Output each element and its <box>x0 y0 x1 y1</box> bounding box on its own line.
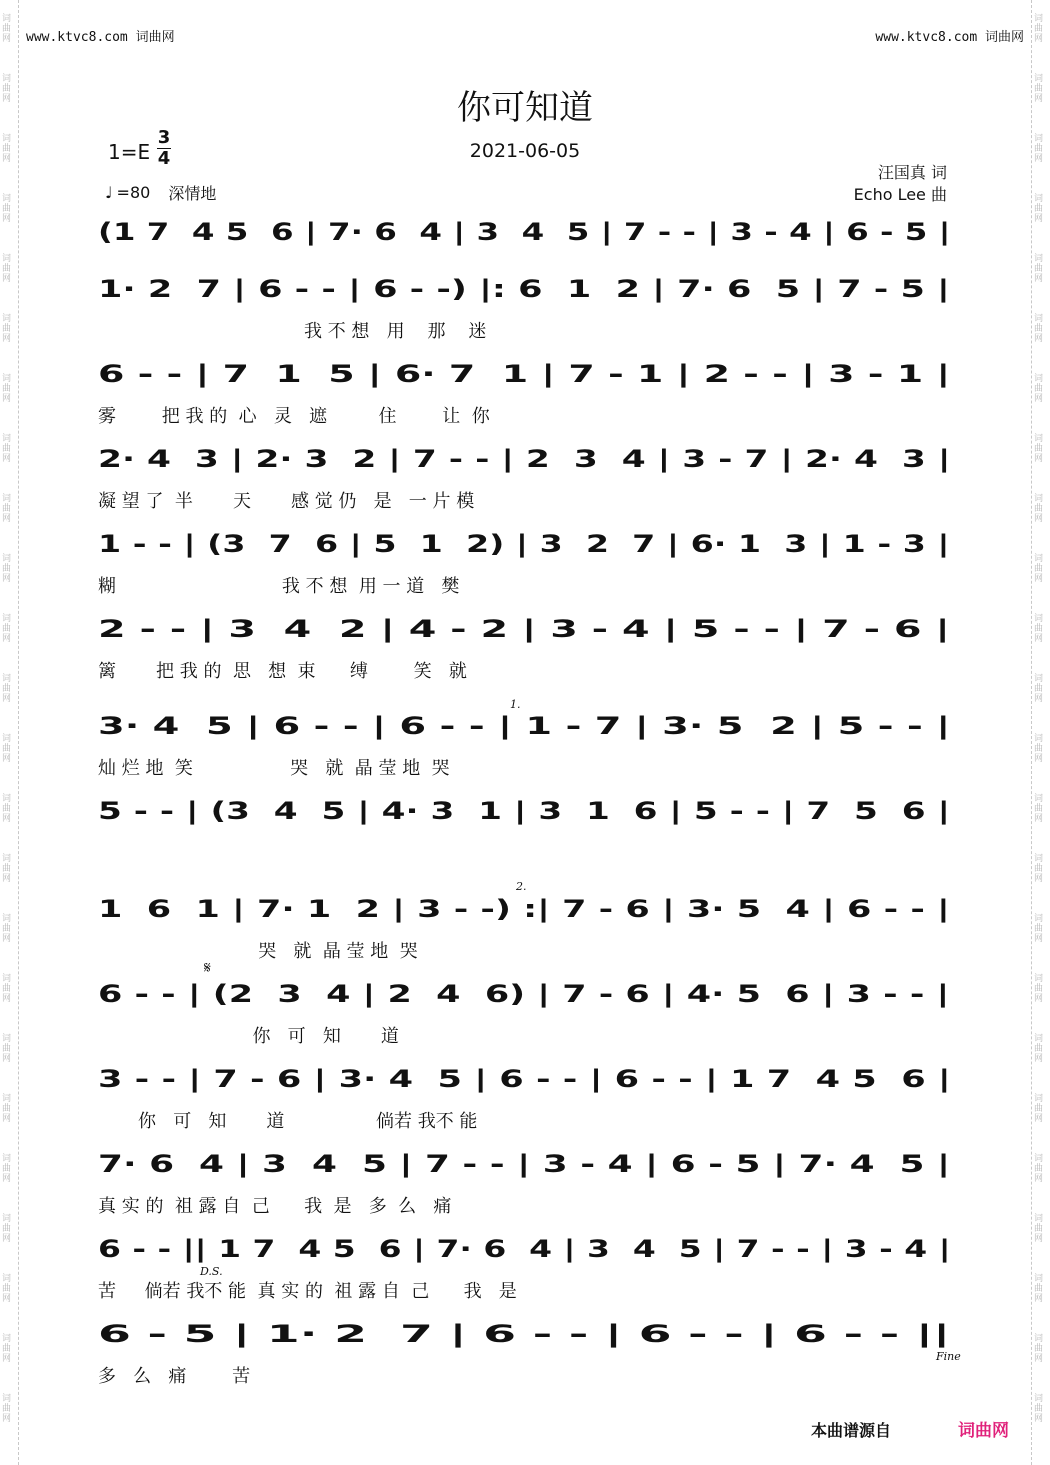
notation-line: 1 6 1 | 7· 1 2 | 3 - -) :| 7 - 6 | 3· 5 4 | 6 - - | <box>98 895 950 923</box>
lyrics-line: 真 实 的 祖 露 自 己 我 是 多 么 痛 <box>98 1196 452 1217</box>
watermark-text: 词曲网 <box>2 1274 12 1304</box>
ending-2-mark: 2. <box>516 880 527 893</box>
watermark-text: 词曲网 <box>1034 374 1044 404</box>
score-row <box>98 445 950 525</box>
composer: Echo Lee 曲 <box>853 185 947 204</box>
song-date: 2021-06-05 <box>469 140 581 162</box>
lyrics-line: 哭 就 晶 莹 地 哭 <box>98 941 418 962</box>
notation-line: 5 - - | (3 4 5 | 4· 3 1 | 3 1 6 | 5 - - | 7 5 6 | <box>98 797 950 825</box>
score-row <box>98 1065 950 1145</box>
watermark-text: 词曲网 <box>2 1214 12 1244</box>
quarter-note-icon: ♩ <box>105 183 113 202</box>
notation-line: 6 - - | 7 1 5 | 6· 7 1 | 7 - 1 | 2 - - | 3 - 1 | <box>98 360 951 388</box>
score-row <box>98 712 950 792</box>
watermark-text: 词曲网 <box>1034 1214 1044 1244</box>
watermark-text: 词曲网 <box>1034 134 1044 164</box>
tempo-value: =80 <box>116 183 151 202</box>
key-signature: 1=E <box>108 140 151 164</box>
watermark-text: 词曲网 <box>1034 854 1044 884</box>
notation-line: 1· 2 7 | 6 - - | 6 - -) |: 6 1 2 | 7· 6 5 | 7 - 5 | <box>98 275 950 303</box>
watermark-text: 词曲网 <box>2 1154 12 1184</box>
notation-line: (1 7 4 5 6 | 7· 6 4 | 3 4 5 | 7 - - | 3 - 4 | 6 - 5 | <box>98 218 951 246</box>
watermark-text: 词曲网 <box>1034 194 1044 224</box>
notation-line: 6 - - || 1 7 4 5 6 | 7· 6 4 | 3 4 5 | 7 - - | 3 - 4 | <box>98 1235 951 1263</box>
segno-icon: 𝄋 <box>204 958 211 977</box>
lyrics-line: 你 可 知 道 倘若 我不 能 <box>98 1111 478 1132</box>
watermark-strip-right <box>1031 0 1050 1465</box>
watermark-text: 词曲网 <box>2 1334 12 1364</box>
watermark-text: 词曲网 <box>1034 1394 1044 1424</box>
watermark-text: 词曲网 <box>2 1034 12 1064</box>
lyrics-line: 灿 烂 地 笑 哭 就 晶 莹 地 哭 <box>98 758 450 779</box>
score-row <box>98 615 950 695</box>
score-row <box>98 1320 950 1400</box>
lyrics-line: 苦 倘若 我不 能 真 实 的 祖 露 自 己 我 是 <box>98 1281 517 1302</box>
watermark-text: 词曲网 <box>1034 914 1044 944</box>
song-title: 你可知道 <box>457 88 593 128</box>
watermark-text: 词曲网 <box>2 554 12 584</box>
watermark-text: 词曲网 <box>1034 974 1044 1004</box>
lyrics-line: 我 不 想 用 那 迷 <box>98 321 487 342</box>
watermark-text: 词曲网 <box>2 854 12 884</box>
lyrics-line: 雾 把 我 的 心 灵 遮 住 让 你 <box>98 406 490 427</box>
score-row <box>98 1235 950 1315</box>
notation-line: 3· 4 5 | 6 - - | 6 - - | 1 - 7 | 3· 5 2 | 5 - - | <box>98 712 951 740</box>
lyrics-line: 多 么 痛 苦 <box>98 1366 251 1387</box>
site-url-right[interactable]: www.ktvc8.com 词曲网 <box>875 30 1024 45</box>
score-row <box>98 797 950 877</box>
watermark-text: 词曲网 <box>2 1094 12 1124</box>
watermark-text: 词曲网 <box>2 494 12 524</box>
watermark-text: 词曲网 <box>2 1394 12 1424</box>
watermark-text: 词曲网 <box>1034 1094 1044 1124</box>
notation-line: 6 - - | (2 3 4 | 2 4 6) | 7 - 6 | 4· 5 6 | 3 - - | <box>98 980 950 1008</box>
watermark-text: 词曲网 <box>1034 554 1044 584</box>
watermark-text: 词曲网 <box>1034 1034 1044 1064</box>
watermark-text: 词曲网 <box>2 434 12 464</box>
fine-mark: Fine <box>936 1350 961 1363</box>
watermark-text: 词曲网 <box>2 674 12 704</box>
meter-bottom: 4 <box>157 148 171 169</box>
ending-1-mark: 1. <box>510 698 521 711</box>
score-row <box>98 895 950 975</box>
ds-mark: D.S. <box>200 1265 223 1278</box>
lyrics-line: 你 可 知 道 <box>98 1026 399 1047</box>
watermark-text: 词曲网 <box>1034 1334 1044 1364</box>
watermark-text: 词曲网 <box>2 254 12 284</box>
watermark-text: 词曲网 <box>2 374 12 404</box>
lyrics-line: 篱 把 我 的 思 想 束 缚 笑 就 <box>98 661 467 682</box>
lyricist: 汪国真 词 <box>877 163 947 182</box>
notation-line: 2· 4 3 | 2· 3 2 | 7 - - | 2 3 4 | 3 - 7 | 2· 4 3 | <box>98 445 951 473</box>
watermark-text: 词曲网 <box>2 194 12 224</box>
watermark-text: 词曲网 <box>1034 1274 1044 1304</box>
footer-brand-logo[interactable]: 词曲网 <box>958 1421 1009 1441</box>
watermark-text: 词曲网 <box>1034 14 1044 44</box>
watermark-text: 词曲网 <box>1034 74 1044 104</box>
notation-line: 1 - - | (3 7 6 | 5 1 2) | 3 2 7 | 6· 1 3 | 1 - 3 | <box>98 530 950 558</box>
watermark-text: 词曲网 <box>2 914 12 944</box>
watermark-text: 词曲网 <box>1034 254 1044 284</box>
watermark-text: 词曲网 <box>1034 1154 1044 1184</box>
notation-line: 2 - - | 3 4 2 | 4 - 2 | 3 - 4 | 5 - - | 7 - 6 | <box>98 615 950 643</box>
score-row <box>98 1150 950 1230</box>
watermark-text: 词曲网 <box>2 74 12 104</box>
watermark-text: 词曲网 <box>1034 794 1044 824</box>
watermark-text: 词曲网 <box>1034 314 1044 344</box>
notation-line: 6 - 5 | 1· 2 7 | 6 - - | 6 - - | 6 - - || <box>98 1320 951 1348</box>
site-url-left[interactable]: www.ktvc8.com 词曲网 <box>26 30 175 45</box>
watermark-text: 词曲网 <box>2 614 12 644</box>
notation-line: 7· 6 4 | 3 4 5 | 7 - - | 3 - 4 | 6 - 5 | 7· 4 5 | <box>98 1150 951 1178</box>
time-signature <box>157 128 171 169</box>
watermark-text: 词曲网 <box>2 314 12 344</box>
watermark-text: 词曲网 <box>2 974 12 1004</box>
score-row <box>98 530 950 610</box>
watermark-text: 词曲网 <box>2 14 12 44</box>
watermark-text: 词曲网 <box>2 134 12 164</box>
meter-top: 3 <box>157 127 171 148</box>
score-row <box>98 360 950 440</box>
watermark-text: 词曲网 <box>1034 674 1044 704</box>
footer-source-label: 本曲谱源自 <box>811 1421 892 1440</box>
lyrics-line: 凝 望 了 半 天 感 觉 仍 是 一 片 模 <box>98 491 475 512</box>
credits <box>854 162 947 206</box>
score-row <box>98 275 950 355</box>
expression-mark: 深情地 <box>168 184 217 203</box>
score-row <box>98 980 950 1060</box>
watermark-text: 词曲网 <box>1034 614 1044 644</box>
notation-line: 3 - - | 7 - 6 | 3· 4 5 | 6 - - | 6 - - | 1 7 4 5 6 | <box>98 1065 951 1093</box>
watermark-text: 词曲网 <box>1034 494 1044 524</box>
watermark-text: 词曲网 <box>2 734 12 764</box>
watermark-text: 词曲网 <box>1034 734 1044 764</box>
watermark-text: 词曲网 <box>1034 434 1044 464</box>
watermark-text: 词曲网 <box>2 794 12 824</box>
lyrics-line: 糊 我 不 想 用 一 道 樊 <box>98 576 460 597</box>
tempo-marking <box>105 181 216 204</box>
watermark-strip-left <box>0 0 19 1465</box>
